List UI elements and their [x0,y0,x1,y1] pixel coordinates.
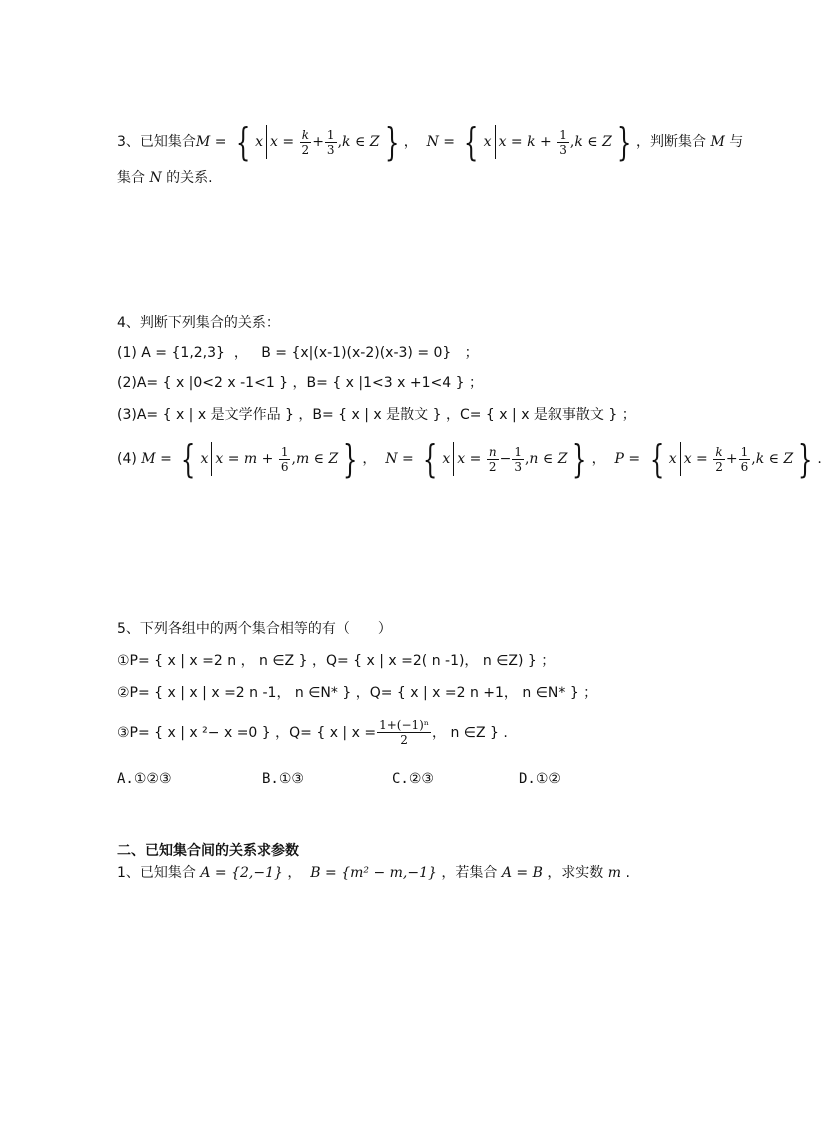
q3-N-frac: $\frac{1}{3}$ [559,127,567,157]
q3-N: N [426,134,439,150]
q4-P-frac1: $\frac{k}{2}$ [715,444,723,474]
q5-option2: ②P= { x | x | x =2 n -1， n ∈N* } ，Q= { x | x =2 n +1， n ∈N* } ； [117,685,598,701]
choice-c: C.②③ [392,771,434,787]
q5-option1: ①P= { x | x =2 n ， n ∈Z } ，Q= { x | x =2( n -1)， n ∈Z) } ； [117,653,556,669]
section2-heading: 二、已知集合间的关系求参数 [117,843,299,859]
choice-d: D.①② [519,771,561,787]
q4-title: 4、判断下列集合的关系： [117,315,280,331]
q4-P-frac2: $\frac{1}{6}$ [740,444,749,474]
q3-M-frac2: $\frac{1}{3}$ [326,127,335,157]
q3-line2: 集合 N 的关系. [117,170,213,186]
q4-part4: (4) M = { x x = m + $\frac{1}{6}$ , m ∈ Z } ， N = { x x = $\frac{n}{2}$ − $\frac{1}{3}$ , n ∈ Z } ， P = { x x = $\frac{k}{2}$ + $\frac{1}{6}$ , k ∈ Z } . [117,437,822,481]
q3-M-frac1: $\frac{k}{2}$ [301,127,310,157]
q3-prefix: 3、已知集合 [117,134,196,150]
q4-part1: (1) A = {1,2,3} ， B = {x|(x-1)(x-2)(x-3) = 0} ； [117,345,479,361]
q5-option3: ③P= { x | x ²− x =0 } ，Q= { x | x = $\frac{\text{1+(−1)ⁿ}}{2}$ ， n ∈Z } . [117,718,508,747]
choice-b: B.①③ [262,771,304,787]
q5-option3-frac: $\frac{\text{1+(−1)ⁿ}}{2}$ [379,718,430,747]
q4-N-frac1: $\frac{n}{2}$ [488,444,497,474]
choice-a: A.①②③ [117,771,172,787]
q4-M-frac: $\frac{1}{6}$ [280,444,289,474]
q3-line1: 3、已知集合 M = { x x = $\frac{k}{2}$ + $\frac{1}{3}$ , k ∈ Z } ， N = { x x = k + $\frac{1}{3}$ , k ∈ Z } ，判断集合 M 与 [117,120,744,164]
q4-part3: (3)A= { x | x 是文学作品 } ，B= { x | x 是散文 } ，C= { x | x 是叙事散文 } ； [117,407,636,423]
q4-part2: (2)A= { x |0<2 x -1<1 } ，B= { x |1<3 x +1<4 } ； [117,375,483,391]
q3-M: M [195,134,211,150]
q5-title: 5、下列各组中的两个集合相等的有（ ） [117,621,392,637]
q5-choices [117,768,597,790]
section2-q1: 1、已知集合 A = {2,−1} ， B = {m² − m,−1} ，若集合 A = B ，求实数 m . [117,865,630,881]
q4-N-frac2: $\frac{1}{3}$ [514,444,522,474]
